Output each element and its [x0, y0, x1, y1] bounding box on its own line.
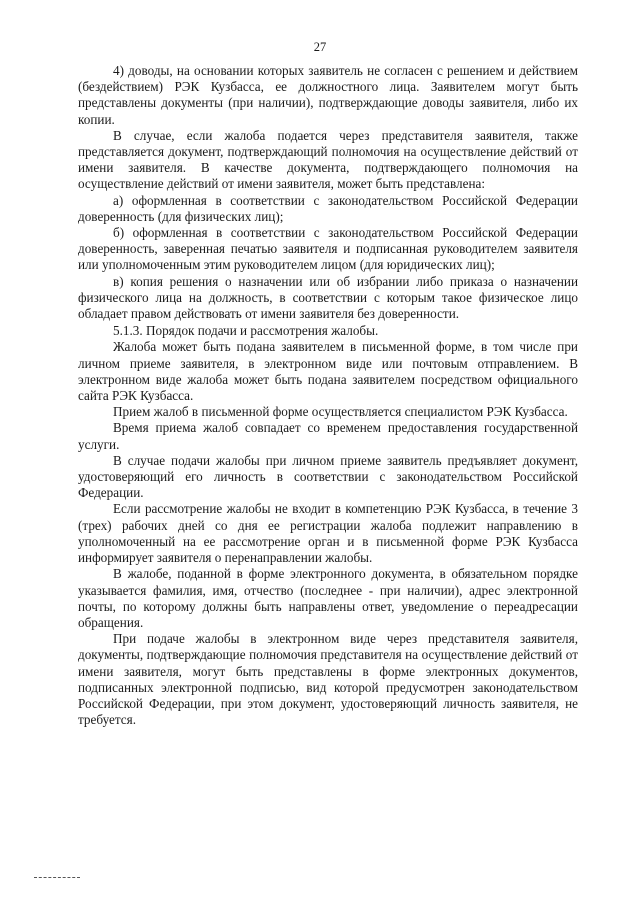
section-heading-5-1-3: 5.1.3. Порядок подачи и рассмотрения жалобы.	[113, 323, 379, 339]
paragraph-clause-b: б) оформленная в соответствии с законодательством Российской Федерации доверенность, заверенная печатью заявителя и подписанная руководителем заявителя или уполномоченным этим руководителем лицом (для юридических лиц);	[78, 225, 578, 273]
document-body	[78, 63, 578, 728]
paragraph-item-4-arguments: 4) доводы, на основании которых заявитель не согласен с решением и действием (бездействием) РЭК Кузбасса, ее должностного лица. Заявителем могут быть представлены документы (при наличии), подтверждающие доводы заявителя, либо их копии.	[78, 63, 578, 127]
footer-divider	[34, 877, 80, 878]
paragraph-submission-methods: Жалоба может быть подана заявителем в письменной форме, в том числе при личном приеме заявителя, в электронном виде или почтовым отправлением. В электронном виде жалоба может быть подана заявителем посредством официального сайта РЭК Кузбасса.	[78, 339, 578, 404]
paragraph-reception-time: Время приема жалоб совпадает со временем предоставления государственной услуги.	[78, 420, 578, 452]
paragraph-redirect: Если рассмотрение жалобы не входит в компетенцию РЭК Кузбасса, в течение 3 (трех) рабочих дней со дня ее регистрации жалоба подлежит направлению в уполномоченный на ее рассмотрение орган и в письменной форме РЭК Кузбасса информирует заявителя о перенаправлении жалобы.	[78, 501, 578, 566]
paragraph-clause-a: а) оформленная в соответствии с законодательством Российской Федерации доверенность (для физических лиц);	[78, 192, 578, 224]
paragraph-electronic-representative: При подаче жалобы в электронном виде через представителя заявителя, документы, подтверждающие полномочия представителя на осуществление действий от имени заявителя, могут быть представлены в форме электронных документов, подписанных электронной подписью, вид которой предусмотрен законодательством Российской Федерации, при этом документ, удостоверяющий личность заявителя, не требуется.	[78, 631, 578, 728]
paragraph-written-reception: Прием жалоб в письменной форме осуществляется специалистом РЭК Кузбасса.	[113, 404, 568, 420]
page-number: 27	[313, 40, 327, 54]
paragraph-representative: В случае, если жалоба подается через представителя заявителя, также представляется документ, подтверждающий полномочия на осуществление действий от имени заявителя. В качестве документа, подтверждающего полномочия на осуществление действий от имени заявителя, может быть представлена:	[78, 127, 578, 192]
paragraph-clause-v: в) копия решения о назначении или об избрании либо приказа о назначении физического лица на должность, в соответствии с которым такое физическое лицо обладает правом действовать от имени заявителя без доверенности.	[78, 273, 578, 322]
paragraph-electronic-requirements: В жалобе, поданной в форме электронного документа, в обязательном порядке указывается фамилия, имя, отчество (последнее - при наличии), адрес электронной почты, по которому должны быть направлены ответ, уведомление о переадресации обращения.	[78, 566, 578, 630]
paragraph-personal-reception: В случае подачи жалобы при личном приеме заявитель предъявляет документ, удостоверяющий его личность в соответствии с законодательством Российской Федерации.	[78, 452, 578, 501]
